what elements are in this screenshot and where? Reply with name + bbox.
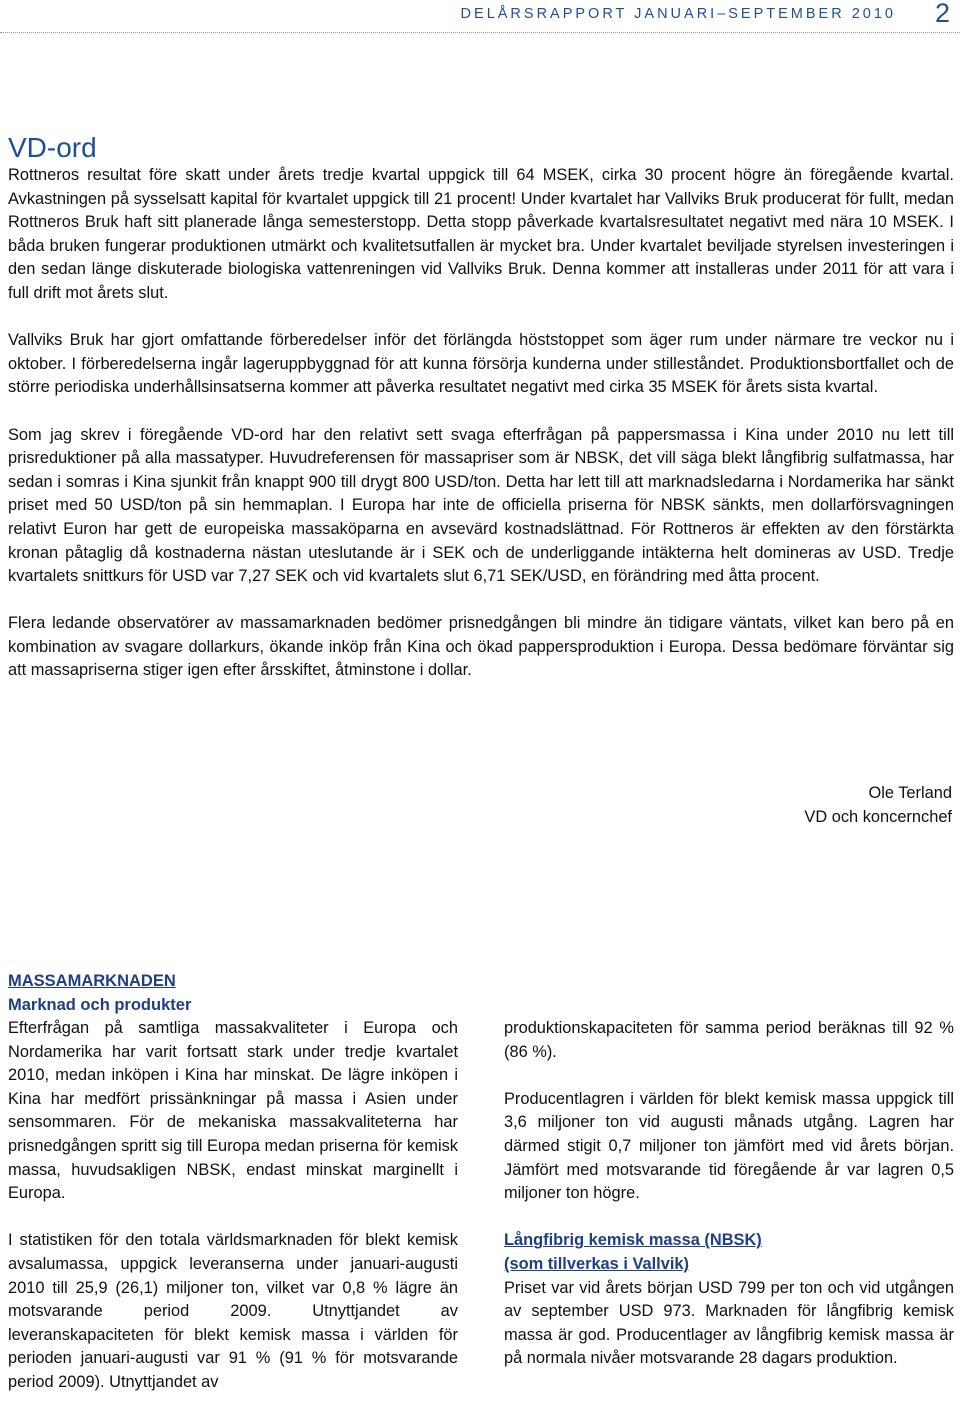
column-paragraph: Efterfrågan på samtliga massakvaliteter i Europa och Nordamerika har varit fortsatt stark under tredje kvartalet 2010, medan inköpen i Kina har minskat. De lägre inköpen i Kina har medfört prissänkningar på massa i Asien under sensommaren. För de mekaniska massakvaliteterna har prisnedgången spritt sig till Europa medan priserna för kemisk massa, huvudsakligen NBSK, endast minskat marginellt i Europa.	[8, 1019, 458, 1203]
nbsk-heading-line: Långfibrig kemisk massa (NBSK)	[504, 1231, 762, 1250]
signature-block	[804, 782, 952, 829]
header-divider	[0, 32, 960, 33]
column-paragraph: produktionskapaciteten för samma period beräknas till 92 % (86 %).	[504, 1019, 954, 1061]
section-subheading: Marknad och produkter	[8, 996, 192, 1014]
page-number: 2	[934, 0, 950, 28]
signature-role: VD och koncernchef	[804, 807, 952, 826]
nbsk-heading-line: (som tillverkas i Vallvik)	[504, 1254, 689, 1273]
vd-ord-paragraph: Rottneros resultat före skatt under årets tredje kvartal uppgick till 64 MSEK, cirka 30 procent högre än föregående kvartal. Avkastningen på sysselsatt kapital för kvartalet uppgick till 21 procent! Under kvartalet har Vallviks Bruk producerat för fullt, medan Rottneros Bruk haft sitt planerade långa semesterstopp. Detta stopp påverkade kvartalsresultatet negativt med nära 10 MSEK. I båda bruken fungerar produktionen utmärkt och kvalitetsutfallen är mycket bra. Under kvartalet beviljade styrelsen investeringen i den sedan länge diskuterade biologiska vattenreningen vid Vallviks Bruk. Denna kommer att installeras under 2011 för att vara i full drift mot årets slut.	[8, 166, 954, 302]
page-header	[0, 0, 960, 34]
left-column	[8, 1017, 458, 1418]
nbsk-heading	[504, 1229, 954, 1276]
column-paragraph: I statistiken för den totala världsmarknaden för blekt kemisk avsalumassa, uppgick leveranserna under januari-augusti 2010 till 25,9 (26,1) miljoner ton, vilket var 0,8 % lägre än motsvarande period 2009. Utnyttjandet av leveranskapaciteten för blekt kemisk massa i världen för perioden januari-augusti var 91 % (91 % för motsvarande period 2009). Utnyttjandet av	[8, 1231, 458, 1391]
vd-ord-paragraph: Som jag skrev i föregående VD-ord har den relativt sett svaga efterfrågan på pappersmassa i Kina under 2010 nu lett till prisreduktioner på alla massatyper. Huvudreferensen för massapriser som är NBSK, det vill säga blekt långfibrig sulfatmassa, har sedan i somras i Kina sjunkit från knappt 900 till drygt 800 USD/ton. Detta har lett till att marknadsledarna i Nordamerika har sänkt priset med 50 USD/ton på sin hemmaplan. I Europa har inte de officiella priserna för NBSK sänkts, men dollarförsvagningen relativt Euron har gett de europeiska massaköparna en avsevärd kostnadslättnad. För Rottneros är effekten av den förstärkta kronan påtaglig då kostnaderna nästan uteslutande är i SEK och de underliggande intäkterna helt domineras av USD. Tredje kvartalets snittkurs för USD var 7,27 SEK och vid kvartalets slut 6,71 SEK/USD, en förändring med åtta procent.	[8, 425, 954, 586]
vd-ord-body	[8, 164, 954, 707]
vd-ord-paragraph: Flera ledande observatörer av massamarknaden bedömer prisnedgången bli mindre än tidigare väntats, vilket kan bero på en kombination av svagare dollarkurs, ökande inköp från Kina och ökad pappersproduktion i Europa. Dessa bedömare förväntar sig att massapriserna stiger igen efter årsskiftet, åtminstone i dollar.	[8, 614, 954, 680]
right-column	[504, 1017, 954, 1395]
report-title: DELÅRSRAPPORT JANUARI–SEPTEMBER 2010	[460, 6, 896, 22]
vd-ord-paragraph: Vallviks Bruk har gjort omfattande förberedelser inför det förlängda höststoppet som äger rum under närmare tre veckor nu i oktober. I förberedelserna ingår lageruppbyggnad för att kunna försörja kunderna under stilleståndet. Produktionsbortfallet och de större periodiska underhållsinsatserna kommer att påverka resultatet negativt med cirka 35 MSEK för årets sista kvartal.	[8, 331, 954, 397]
column-paragraph: Priset var vid årets början USD 799 per ton och vid utgången av september USD 973. Marknaden för långfibrig kemisk massa är god. Producentlager av långfibrig kemisk massa är på normala nivåer motsvarande 28 dagars produktion.	[504, 1278, 954, 1368]
section-heading-massamarknaden: MASSAMARKNADEN	[8, 972, 176, 990]
section-title-vd-ord: VD-ord	[8, 132, 97, 163]
signature-name: Ole Terland	[868, 784, 952, 802]
column-paragraph: Producentlagren i världen för blekt kemisk massa uppgick till 3,6 miljoner ton vid augusti månads utgång. Lagren har därmed stigit 0,7 miljoner ton jämfört med vid årets början. Jämfört med motsvarande tid föregående år var lagren 0,5 miljoner ton högre.	[504, 1089, 954, 1203]
